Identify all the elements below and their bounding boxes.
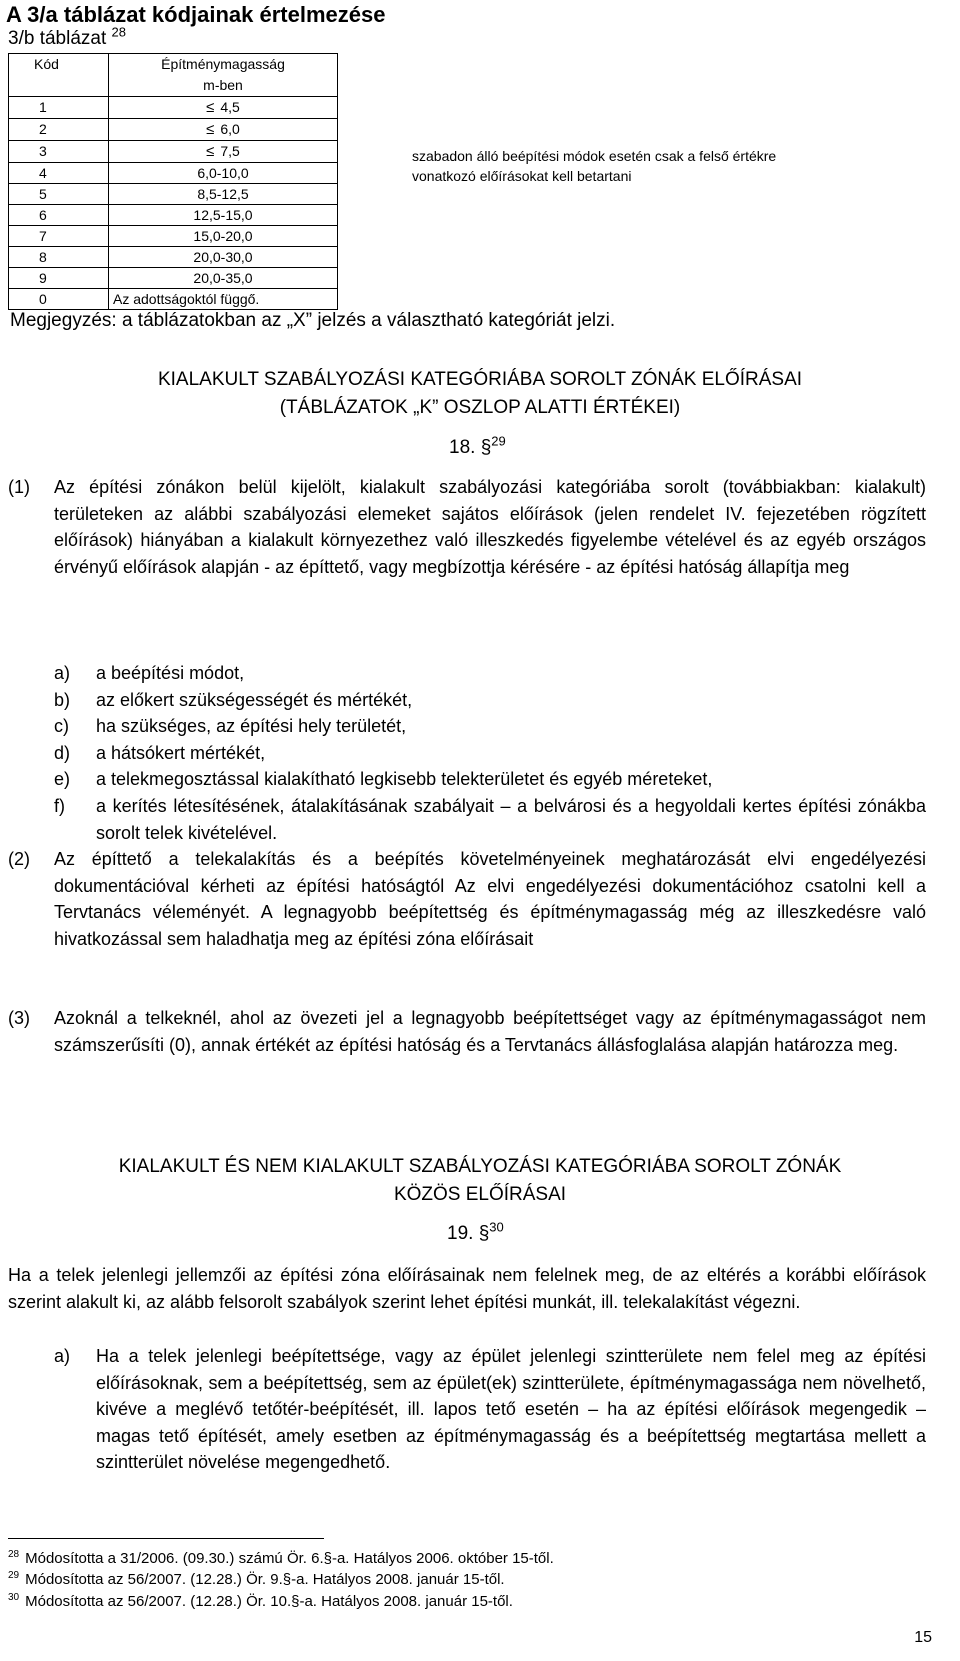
paragraph-number <box>447 1219 504 1245</box>
table-header-row <box>9 54 338 97</box>
footnote <box>8 1593 513 1610</box>
code-cell: 4 <box>9 163 109 184</box>
height-cell <box>109 97 338 119</box>
height-value: 6,0 <box>220 121 240 137</box>
list-item: a kerítés létesítésének, átalakításának szabályait – a belvárosi és a hegyoldali kertes építési zónákba sorolt telek kivételével. <box>96 796 926 843</box>
footnote-number: 28 <box>8 1549 20 1560</box>
header-height-line2: m-ben <box>203 77 243 93</box>
height-cell: 15,0-20,0 <box>109 226 338 247</box>
height-cell <box>109 119 338 141</box>
intro-text: Ha a telek jelenlegi jellemzői az építési zóna előírásainak nem felelnek meg, de az eltérés a korábbi előírások szerint alakult ki, az alább felsorolt szabályok szerint lehet építési munkát, ill. telekalakítást végezni. <box>8 1265 926 1312</box>
height-cell: 8,5-12,5 <box>109 184 338 205</box>
header-height <box>109 54 338 97</box>
list-item: Ha a telek jelenlegi beépítettsége, vagy az épület jelenlegi szintterülete nem felel meg az építési előírásoknak, sem a beépítettség, sem az épület(ek) szintterülete, építménymagassága nem növelhető, kivéve a meglévő tetőtér-beépítését, ill. lapos tető esetén – ha az építési előírások megengedik – magas tető építését, amely esetben az építménymagasság és a beépítettség megtartása mellett a szintterület növelése megengedhető. <box>96 1346 926 1472</box>
height-cell: 20,0-35,0 <box>109 268 338 289</box>
height-cell: Az adottságoktól függő. <box>109 289 338 310</box>
clause-text: Az építtető a telekalakítás és a beépítés követelményeinek meghatározását elvi engedélyezési dokumentációval kérheti az építési hatóságtól Az elvi engedélyezési dokumentációhoz csatolni kell a Tervtanács véleményét. A legnagyobb beépítettség és építménymagasság még az illeszkedésre való hivatkozással sem haladhatja meg az építési zóna előírásait <box>54 849 926 949</box>
list-item: a hátsókert mértékét, <box>96 743 266 763</box>
page-title: A 3/a táblázat kódjainak értelmezése <box>6 2 386 27</box>
list-item-label: f) <box>54 796 65 816</box>
height-value: 4,5 <box>220 99 240 115</box>
height-cell: 12,5-15,0 <box>109 205 338 226</box>
table-row <box>9 247 338 268</box>
list-item: az előkert szükségességét és mértékét, <box>96 690 413 710</box>
footnote-ref: 28 <box>111 24 126 40</box>
section-heading <box>0 366 960 422</box>
list-item: a beépítési módot, <box>96 663 245 683</box>
section-heading-line1: KIALAKULT ÉS NEM KIALAKULT SZABÁLYOZÁSI KATEGÓRIÁBA SOROLT ZÓNÁK <box>118 1156 842 1177</box>
footnote-number: 29 <box>8 1570 20 1581</box>
section-heading-line2: KÖZÖS ELŐÍRÁSAI <box>393 1184 567 1205</box>
table-caption <box>8 24 126 50</box>
list-item: a telekmegosztással kialakítható legkisebb telekterületet és egyéb méreteket, <box>96 769 713 789</box>
code-cell: 9 <box>9 268 109 289</box>
list-item: ha szükséges, az építési hely területét, <box>96 716 407 736</box>
header-height-line1: Építménymagasság <box>161 56 285 72</box>
code-cell: 5 <box>9 184 109 205</box>
paragraph-number <box>449 433 506 459</box>
clause-label: (2) <box>8 849 30 869</box>
code-cell: 0 <box>9 289 109 310</box>
list-item-label: a) <box>54 1346 71 1366</box>
code-cell: 6 <box>9 205 109 226</box>
footnote-text: Módosította az 56/2007. (12.28.) Ör. 9.§-a. Hatályos 2008. január 15-től. <box>25 1571 505 1588</box>
list-item-label: b) <box>54 690 71 710</box>
table-side-note <box>412 146 932 186</box>
table-row <box>9 97 338 119</box>
side-note-line2: vonatkozó előírásokat kell betartani <box>412 168 632 184</box>
height-code-table <box>8 53 338 310</box>
list-item-label: d) <box>54 743 71 763</box>
table-row <box>9 184 338 205</box>
side-note-line1: szabadon álló beépítési módok esetén csak a felső értékre <box>412 148 777 164</box>
table-row <box>9 141 338 163</box>
table-caption-text: 3/b táblázat <box>8 28 107 49</box>
table-row <box>9 119 338 141</box>
clause-label: (1) <box>8 477 30 497</box>
height-cell: 6,0-10,0 <box>109 163 338 184</box>
footnote-text: Módosította az 56/2007. (12.28.) Ör. 10.§-a. Hatályos 2008. január 15-től. <box>25 1593 513 1610</box>
section-heading-line1: KIALAKULT SZABÁLYOZÁSI KATEGÓRIÁBA SOROLT ZÓNÁK ELŐÍRÁSAI <box>157 369 803 390</box>
table-row <box>9 205 338 226</box>
footnote <box>8 1550 554 1567</box>
section-heading-line2: (TÁBLÁZATOK „K” OSZLOP ALATTI ÉRTÉKEI) <box>279 397 681 418</box>
code-cell: 1 <box>9 97 109 119</box>
height-cell <box>109 141 338 163</box>
remark: Megjegyzés: a táblázatokban az „X” jelzés a választható kategóriát jelzi. <box>10 310 616 331</box>
page-number: 15 <box>914 1629 932 1646</box>
footnote-number: 30 <box>8 1592 20 1603</box>
height-value: 7,5 <box>220 143 240 159</box>
leq-symbol: ≤ <box>206 121 215 138</box>
height-cell: 20,0-30,0 <box>109 247 338 268</box>
clause-text: Az építési zónákon belül kijelölt, kialakult szabályozási kategóriába sorolt (továbbiakban: kialakult) területeken az alábbi szabályozási elemeket sajátos előírások (jelen rendelet IV. fejezetében rögzített előírások) hiányában a kialakult környezethez való illeszkedés figyelembe vételével és az egyéb országos érvényű előírások alapján - az építtető, vagy megbízottja kérésére - az építési hatóság állapítja meg <box>54 477 926 577</box>
footnote-text: Módosította a 31/2006. (09.30.) számú Ör. 6.§-a. Hatályos 2006. október 15-től. <box>25 1550 554 1567</box>
paragraph-number-text: 18. § <box>449 437 492 458</box>
clause-text: Azoknál a telkeknél, ahol az övezeti jel a legnagyobb beépítettséget vagy az építménymagasságot nem számszerűsíti (0), annak értékét az építési hatóság és a Tervtanács állásfoglalása alapján határozza meg. <box>54 1008 926 1055</box>
table-row <box>9 289 338 310</box>
code-cell: 7 <box>9 226 109 247</box>
table-row <box>9 226 338 247</box>
leq-symbol: ≤ <box>206 99 215 116</box>
footnote-separator <box>8 1538 324 1539</box>
code-cell: 2 <box>9 119 109 141</box>
footnote-ref: 29 <box>491 433 506 449</box>
leq-symbol: ≤ <box>206 143 215 160</box>
table-row <box>9 268 338 289</box>
footnote-ref: 30 <box>489 1219 504 1235</box>
footnote <box>8 1571 505 1588</box>
table-row <box>9 163 338 184</box>
code-cell: 3 <box>9 141 109 163</box>
section-heading <box>0 1153 960 1209</box>
list-item-label: a) <box>54 663 71 683</box>
code-cell: 8 <box>9 247 109 268</box>
header-code: Kód <box>9 54 109 97</box>
clause-label: (3) <box>8 1008 30 1028</box>
list-item-label: c) <box>54 716 69 736</box>
list-item-label: e) <box>54 769 71 789</box>
paragraph-number-text: 19. § <box>447 1223 490 1244</box>
